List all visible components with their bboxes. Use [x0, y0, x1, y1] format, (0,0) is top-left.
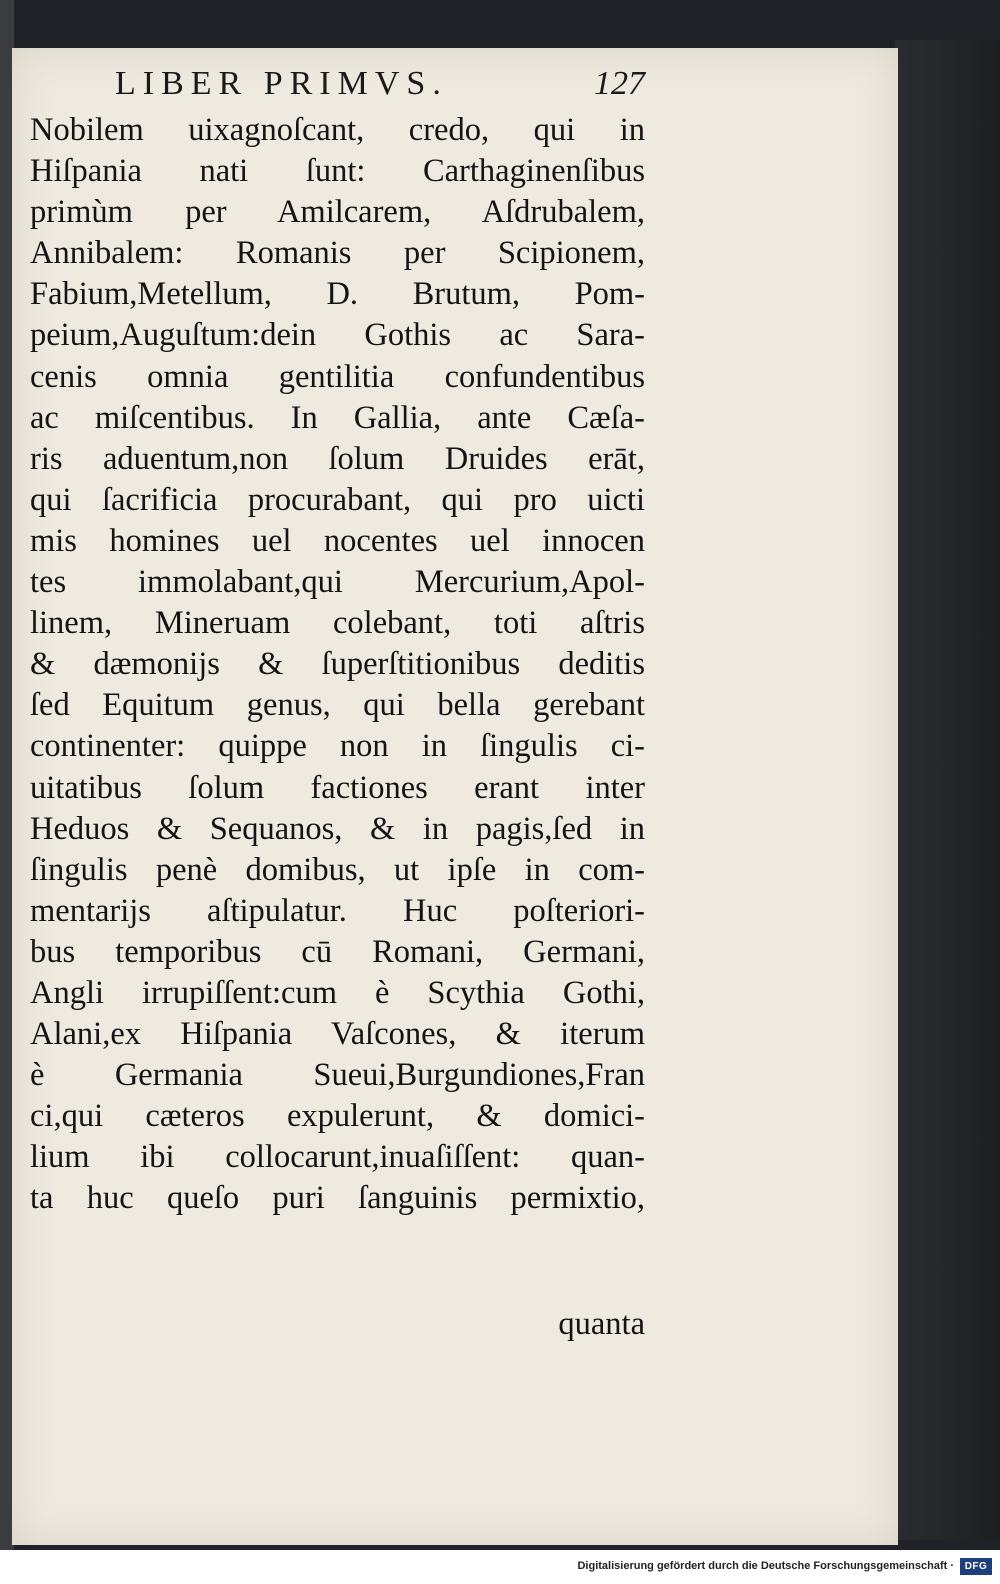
text-line: Alani,ex Hiſpania Vaſcones, & iterum: [30, 1016, 645, 1053]
dfg-logo: DFG: [960, 1558, 992, 1575]
text-line: Hiſpania nati ſunt: Carthaginenſibus: [30, 153, 645, 190]
text-line: ci,qui cæteros expulerunt, & domici-: [30, 1098, 645, 1135]
text-line: Heduos & Sequanos, & in pagis,ſed in: [30, 810, 645, 847]
text-line: mentarijs aſtipulatur. Huc poſteriori-: [30, 892, 645, 929]
text-line: peium,Auguſtum:dein Gothis ac Sara-: [30, 317, 645, 354]
text-line: & dæmonijs & ſuperſtitionibus deditis: [30, 646, 645, 683]
text-line: linem, Mineruam colebant, toti aſtris: [30, 605, 645, 642]
text-line: cenis omnia gentilitia confundentibus: [30, 358, 645, 395]
text-line: continenter: quippe non in ſingulis ci-: [30, 728, 645, 765]
text-line: Angli irrupiſſent:cum è Scythia Gothi,: [30, 974, 645, 1011]
text-line: ſingulis penè domibus, ut ipſe in com-: [30, 851, 645, 888]
text-line: è Germania Sueui,Burgundiones,Fran: [30, 1057, 645, 1094]
text-line: uitatibus ſolum factiones erant inter: [30, 769, 645, 806]
text-line: ſed Equitum genus, qui bella gerebant: [30, 687, 645, 724]
running-head: LIBER PRIMVS.: [115, 65, 448, 102]
text-line: ac miſcentibus. In Gallia, ante Cæſa-: [30, 399, 645, 436]
text-line: Fabium,Metellum, D. Brutum, Pom-: [30, 276, 645, 313]
text-line: lium ibi collocarunt,inuaſiſſent: quan-: [30, 1139, 645, 1176]
text-line: tes immolabant,qui Mercurium,Apol-: [30, 564, 645, 601]
text-line: qui ſacrificia procurabant, qui pro uicti: [30, 481, 645, 518]
footer-bar: [0, 1550, 1000, 1584]
page-number: 127: [594, 65, 645, 102]
funding-credit: Digitalisierung gefördert durch die Deutsche Forschungsgemeinschaft ·: [577, 1560, 954, 1572]
page-edge-stack: [895, 40, 1000, 1540]
text-line: ris aduentum,non ſolum Druides erāt,: [30, 440, 645, 477]
text-line: Nobilem uixagnoſcant, credo, qui in: [30, 112, 645, 148]
text-line: primùm per Amilcarem, Aſdrubalem,: [30, 194, 645, 231]
catchword: quanta: [558, 1306, 645, 1342]
text-line: mis homines uel nocentes uel innocen: [30, 522, 645, 559]
body-text: [30, 110, 645, 1220]
text-line: bus temporibus cū Romani, Germani,: [30, 933, 645, 970]
page-header: [115, 62, 645, 106]
text-line: ta huc queſo puri ſanguinis permixtio,: [30, 1180, 645, 1217]
text-line: Annibalem: Romanis per Scipionem,: [30, 235, 645, 272]
